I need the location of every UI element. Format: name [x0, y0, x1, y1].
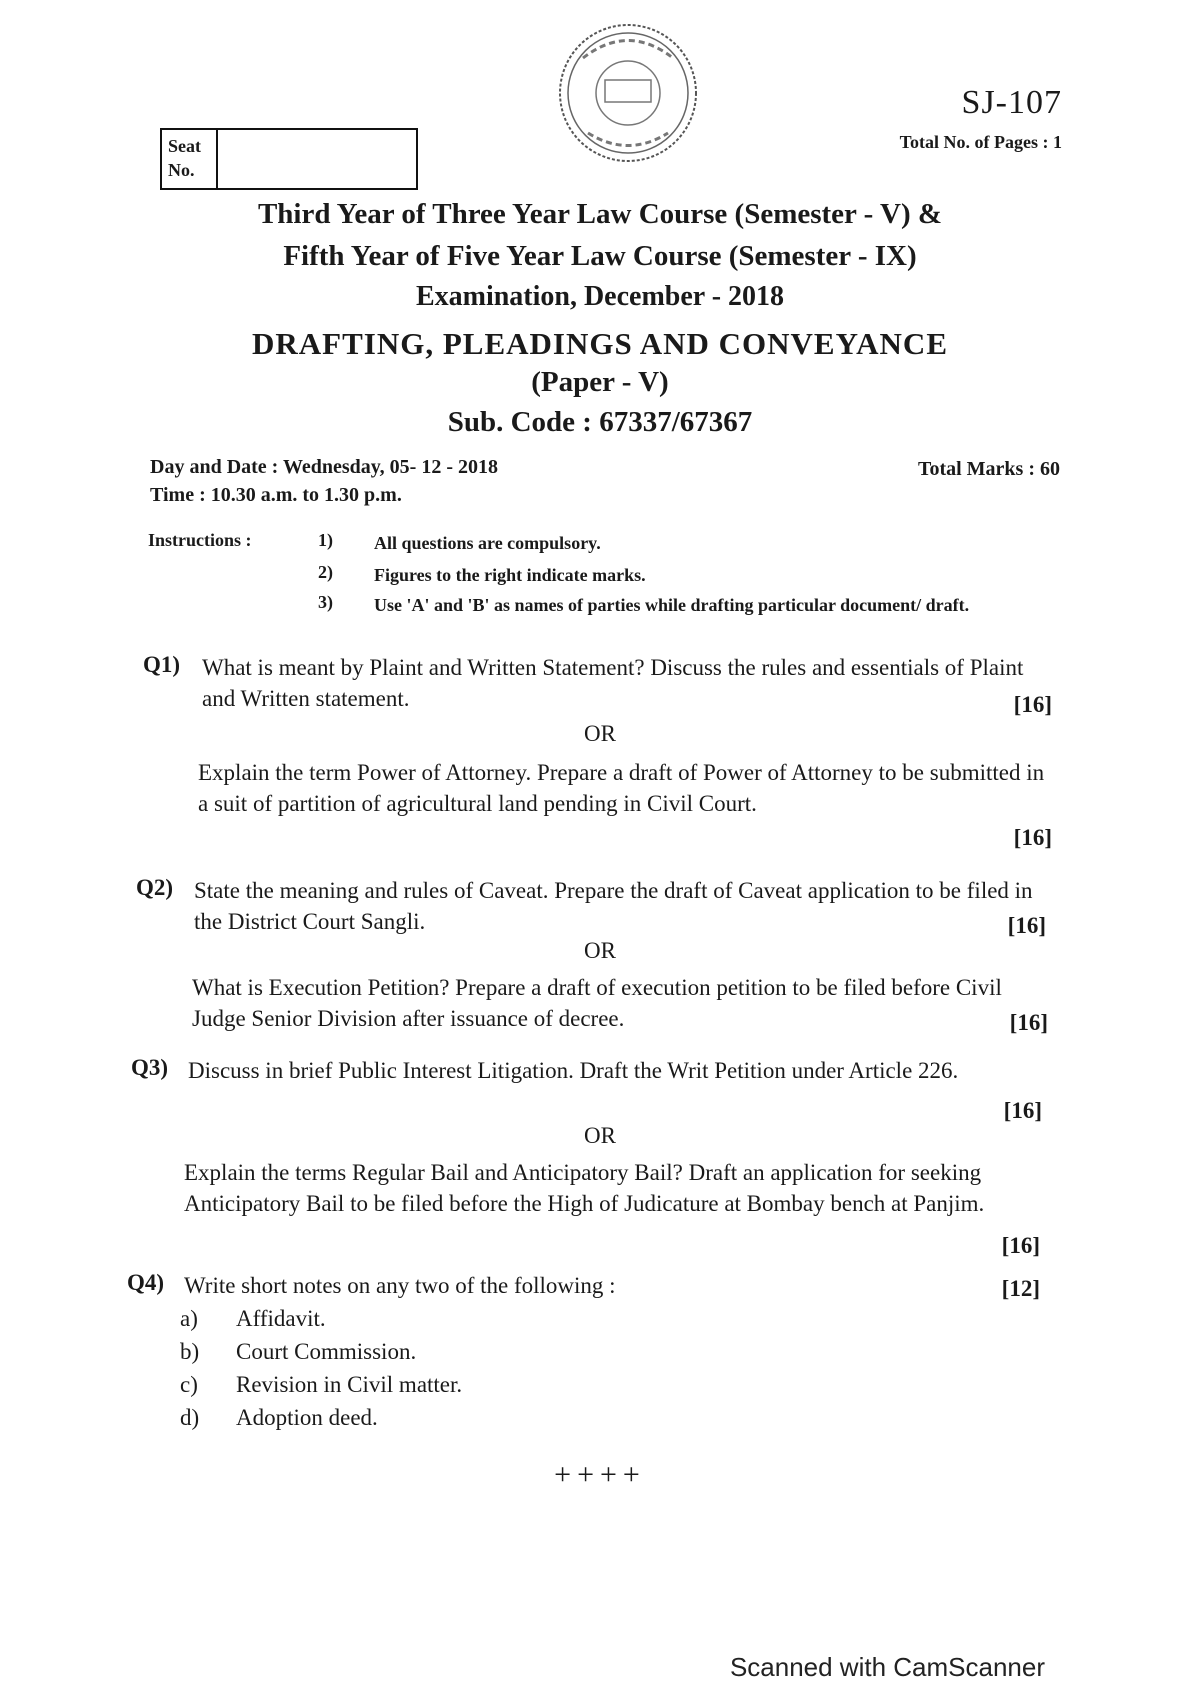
question-number: Q4) [127, 1270, 165, 1295]
sub-question-label: c) [180, 1372, 198, 1397]
or-separator: OR [584, 721, 616, 746]
question-text: What is Execution Petition? Prepare a draft of execution petition to be filed before Civil Judge Senior Division after issuance of decree. [192, 975, 1002, 1031]
examination-line: Examination, December - 2018 [415, 281, 785, 312]
subject-code: Sub. Code : 67337/67367 [447, 406, 753, 438]
instruction-number: 3) [318, 592, 333, 612]
question-marks: [12] [1001, 1276, 1040, 1301]
sub-question-label: d) [180, 1405, 200, 1430]
institution-seal-stamp [553, 18, 703, 168]
camscanner-watermark: Scanned with CamScanner [729, 1652, 1045, 1682]
sub-question-text: Affidavit. [236, 1306, 326, 1331]
or-separator: OR [584, 1123, 616, 1148]
question-marks: [16] [1013, 825, 1052, 850]
sub-question-label: a) [180, 1306, 198, 1331]
instruction-number: 1) [318, 530, 333, 550]
end-of-paper-mark: ++++ [554, 1458, 646, 1491]
seat-number-field [218, 130, 416, 188]
question-number: Q1) [143, 652, 181, 677]
sub-question-text: Revision in Civil matter. [236, 1372, 463, 1397]
course-line-1: Third Year of Three Year Law Course (Semester - V) & [257, 198, 943, 230]
sub-question-text: Adoption deed. [236, 1405, 378, 1430]
question-marks: [16] [1003, 1098, 1042, 1123]
paper-code: SJ-107 [961, 84, 1062, 121]
seat-label: Seat No. [162, 130, 218, 188]
question-number: Q3) [131, 1055, 169, 1080]
question-marks: [16] [1013, 692, 1052, 717]
question-marks: [16] [1007, 913, 1046, 938]
question-text: Explain the term Power of Attorney. Prepare a draft of Power of Attorney to be submitted in a suit of partition of agricultural land pending in Civil Court. [198, 760, 1045, 816]
instructions-label: Instructions : [148, 530, 252, 550]
question-text: Discuss in brief Public Interest Litigation. Draft the Writ Petition under Article 226. [188, 1058, 959, 1083]
subject-title: DRAFTING, PLEADINGS AND CONVEYANCE [252, 326, 948, 361]
or-separator: OR [584, 938, 616, 963]
paper-number: (Paper - V) [531, 366, 669, 398]
seat-number-box [160, 128, 418, 190]
instruction-text: All questions are compulsory. [374, 533, 601, 553]
instruction-text: Figures to the right indicate marks. [374, 565, 646, 585]
total-pages: Total No. of Pages : 1 [899, 132, 1062, 152]
day-and-date: Day and Date : Wednesday, 05- 12 - 2018 [150, 456, 498, 478]
instruction-number: 2) [318, 562, 333, 582]
question-marks: [16] [1009, 1010, 1048, 1035]
exam-time: Time : 10.30 a.m. to 1.30 p.m. [150, 484, 402, 506]
instruction-text: Use 'A' and 'B' as names of parties while drafting particular document/ draft. [374, 595, 970, 615]
question-text: Explain the terms Regular Bail and Anticipatory Bail? Draft an application for seeking Anticipatory Bail to be filed before the High of Judicature at Bombay bench at Panjim. [184, 1160, 985, 1216]
question-text: What is meant by Plaint and Written Statement? Discuss the rules and essentials of Plaint and Written statement. [202, 655, 1024, 711]
sub-question-text: Court Commission. [236, 1339, 417, 1364]
sub-question-label: b) [180, 1339, 200, 1364]
question-text: Write short notes on any two of the following : [184, 1273, 616, 1298]
question-marks: [16] [1001, 1233, 1040, 1258]
question-text: State the meaning and rules of Caveat. Prepare the draft of Caveat application to be filed in the District Court Sangli. [194, 878, 1033, 934]
question-number: Q2) [136, 875, 174, 900]
course-line-2: Fifth Year of Five Year Law Course (Semester - IX) [283, 240, 917, 272]
total-marks: Total Marks : 60 [917, 458, 1060, 480]
